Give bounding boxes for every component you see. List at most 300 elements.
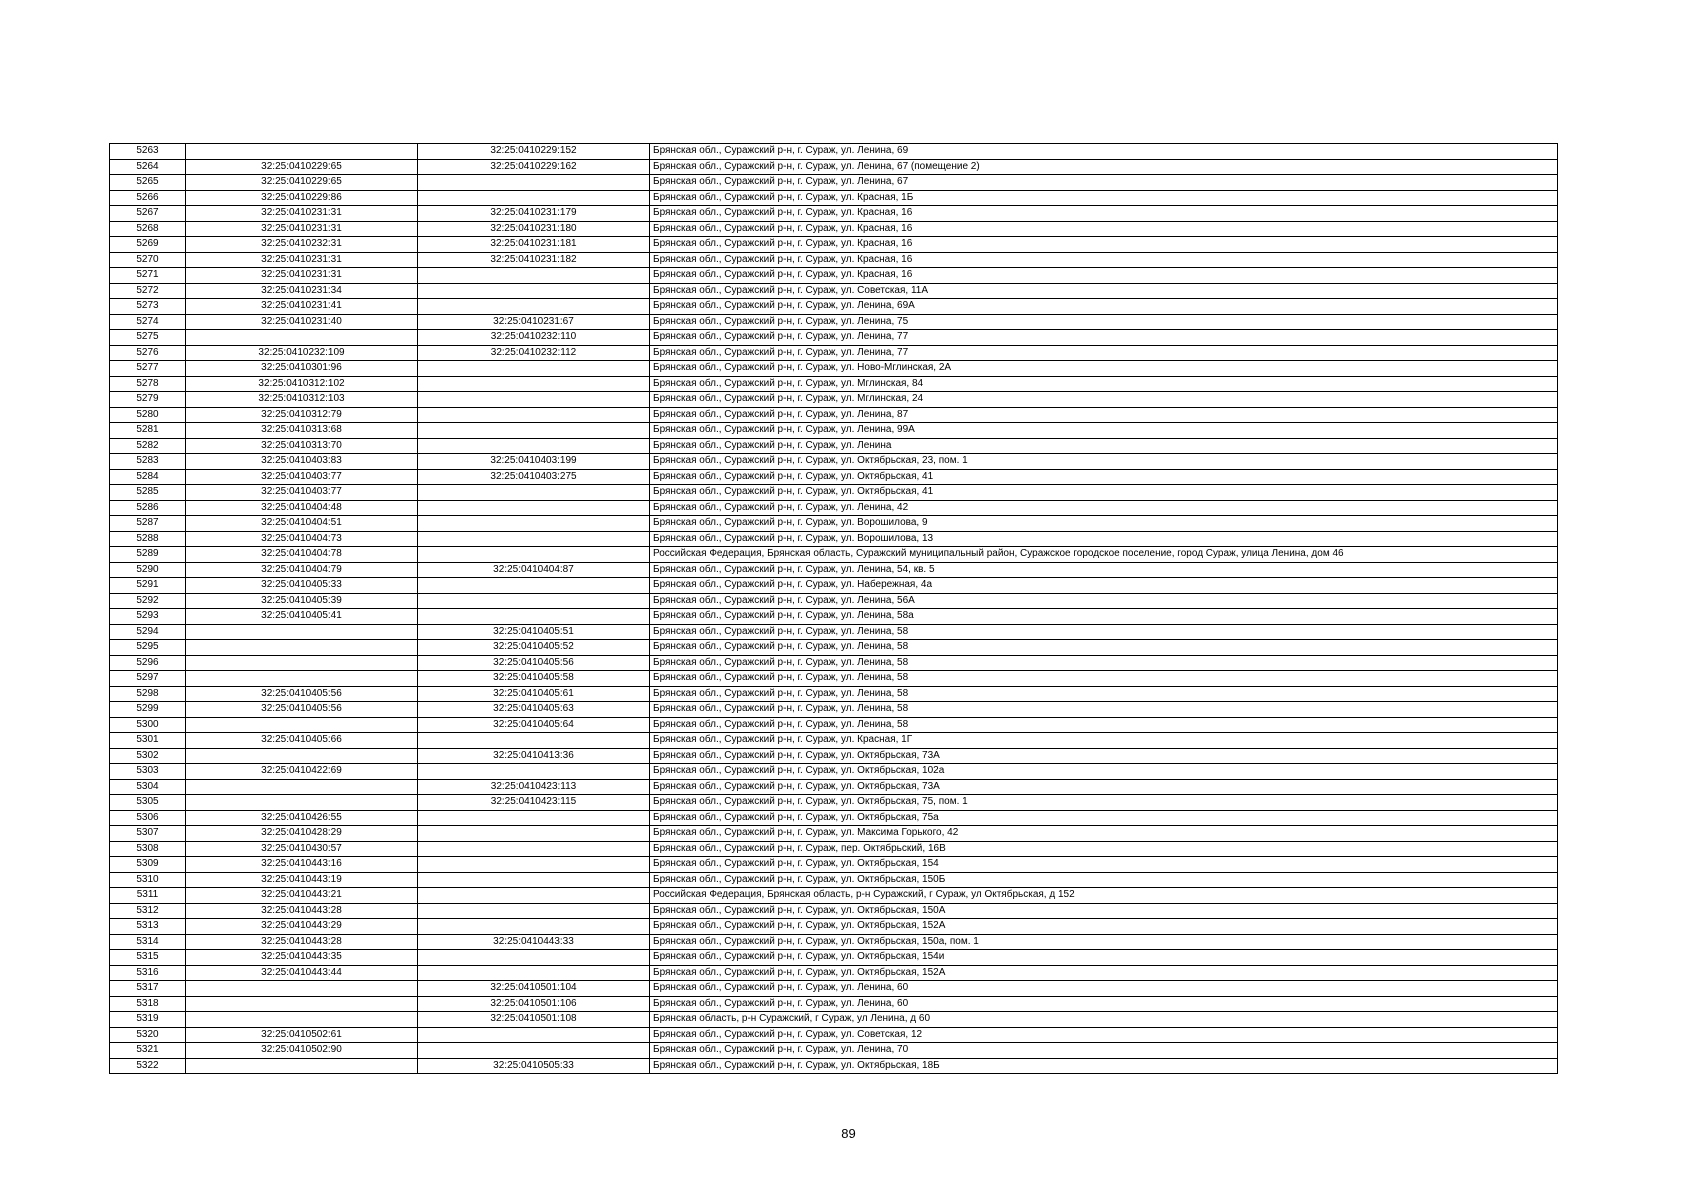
row-number-cell: 5265: [110, 175, 186, 191]
table-row: [110, 361, 1558, 377]
object-number-cell: [418, 950, 650, 966]
row-number-cell: 5317: [110, 981, 186, 997]
object-number-cell: 32:25:0410405:52: [418, 640, 650, 656]
address-cell: Брянская обл., Суражский р-н, г. Сураж, ул. Ново-Мглинская, 2А: [650, 361, 1558, 377]
table-row: [110, 888, 1558, 904]
address-cell: Брянская обл., Суражский р-н, г. Сураж, ул. Октябрьская, 23, пом. 1: [650, 454, 1558, 470]
object-number-cell: 32:25:0410501:104: [418, 981, 650, 997]
row-number-cell: 5269: [110, 237, 186, 253]
parcel-number-cell: 32:25:0410232:31: [186, 237, 418, 253]
table-row: [110, 562, 1558, 578]
table-row: [110, 547, 1558, 563]
parcel-number-cell: [186, 640, 418, 656]
parcel-number-cell: 32:25:0410403:83: [186, 454, 418, 470]
row-number-cell: 5310: [110, 872, 186, 888]
row-number-cell: 5306: [110, 810, 186, 826]
row-number-cell: 5291: [110, 578, 186, 594]
row-number-cell: 5286: [110, 500, 186, 516]
address-cell: Брянская обл., Суражский р-н, г. Сураж, ул. Ворошилова, 13: [650, 531, 1558, 547]
table-row: [110, 903, 1558, 919]
table-row: [110, 686, 1558, 702]
object-number-cell: 32:25:0410231:182: [418, 252, 650, 268]
object-number-cell: 32:25:0410501:108: [418, 1012, 650, 1028]
row-number-cell: 5321: [110, 1043, 186, 1059]
object-number-cell: 32:25:0410231:67: [418, 314, 650, 330]
object-number-cell: [418, 361, 650, 377]
table-row: [110, 764, 1558, 780]
address-cell: Брянская обл., Суражский р-н, г. Сураж, ул. Ленина, 60: [650, 996, 1558, 1012]
parcel-number-cell: 32:25:0410312:103: [186, 392, 418, 408]
table-row: [110, 810, 1558, 826]
table-row: [110, 593, 1558, 609]
object-number-cell: [418, 423, 650, 439]
object-number-cell: 32:25:0410231:181: [418, 237, 650, 253]
table-row: [110, 376, 1558, 392]
parcel-number-cell: 32:25:0410403:77: [186, 469, 418, 485]
parcel-number-cell: [186, 655, 418, 671]
object-number-cell: 32:25:0410505:33: [418, 1058, 650, 1074]
address-cell: Брянская обл., Суражский р-н, г. Сураж, ул. Ленина, 69: [650, 144, 1558, 160]
address-cell: Брянская обл., Суражский р-н, г. Сураж, ул. Ленина, 69А: [650, 299, 1558, 315]
address-cell: Брянская обл., Суражский р-н, г. Сураж, ул. Октябрьская, 150А: [650, 903, 1558, 919]
row-number-cell: 5301: [110, 733, 186, 749]
address-cell: Брянская обл., Суражский р-н, г. Сураж, ул. Ленина, 67 (помещение 2): [650, 159, 1558, 175]
row-number-cell: 5309: [110, 857, 186, 873]
row-number-cell: 5274: [110, 314, 186, 330]
address-cell: Брянская обл., Суражский р-н, г. Сураж, ул. Красная, 16: [650, 268, 1558, 284]
row-number-cell: 5275: [110, 330, 186, 346]
parcel-number-cell: 32:25:0410443:35: [186, 950, 418, 966]
address-cell: Брянская обл., Суражский р-н, г. Сураж, ул. Красная, 16: [650, 206, 1558, 222]
table-row: [110, 423, 1558, 439]
row-number-cell: 5284: [110, 469, 186, 485]
parcel-number-cell: 32:25:0410443:21: [186, 888, 418, 904]
parcel-number-cell: [186, 996, 418, 1012]
row-number-cell: 5320: [110, 1027, 186, 1043]
row-number-cell: 5322: [110, 1058, 186, 1074]
parcel-number-cell: 32:25:0410443:16: [186, 857, 418, 873]
table-row: [110, 159, 1558, 175]
object-number-cell: [418, 268, 650, 284]
row-number-cell: 5279: [110, 392, 186, 408]
table-row: [110, 1027, 1558, 1043]
parcel-number-cell: 32:25:0410229:65: [186, 159, 418, 175]
table-row: [110, 640, 1558, 656]
row-number-cell: 5287: [110, 516, 186, 532]
row-number-cell: 5263: [110, 144, 186, 160]
parcel-number-cell: 32:25:0410405:56: [186, 686, 418, 702]
object-number-cell: [418, 578, 650, 594]
table-row: [110, 330, 1558, 346]
table-row: [110, 516, 1558, 532]
parcel-number-cell: 32:25:0410426:55: [186, 810, 418, 826]
parcel-number-cell: 32:25:0410229:86: [186, 190, 418, 206]
address-cell: Брянская обл., Суражский р-н, г. Сураж, ул. Октябрьская, 75а: [650, 810, 1558, 826]
table-row: [110, 671, 1558, 687]
address-cell: Брянская обл., Суражский р-н, г. Сураж, ул. Октябрьская, 41: [650, 469, 1558, 485]
table-row: [110, 485, 1558, 501]
object-number-cell: [418, 376, 650, 392]
object-number-cell: 32:25:0410405:58: [418, 671, 650, 687]
object-number-cell: 32:25:0410405:61: [418, 686, 650, 702]
row-number-cell: 5316: [110, 965, 186, 981]
parcel-number-cell: 32:25:0410231:31: [186, 221, 418, 237]
parcel-number-cell: 32:25:0410404:78: [186, 547, 418, 563]
object-number-cell: [418, 438, 650, 454]
address-cell: Брянская обл., Суражский р-н, г. Сураж, ул. Октябрьская, 41: [650, 485, 1558, 501]
object-number-cell: [418, 485, 650, 501]
row-number-cell: 5300: [110, 717, 186, 733]
object-number-cell: [418, 810, 650, 826]
row-number-cell: 5283: [110, 454, 186, 470]
row-number-cell: 5305: [110, 795, 186, 811]
address-cell: Брянская обл., Суражский р-н, г. Сураж, ул. Красная, 1Г: [650, 733, 1558, 749]
table-row: [110, 500, 1558, 516]
table-row: [110, 624, 1558, 640]
row-number-cell: 5271: [110, 268, 186, 284]
table-row: [110, 857, 1558, 873]
row-number-cell: 5278: [110, 376, 186, 392]
address-cell: Брянская обл., Суражский р-н, г. Сураж, ул. Красная, 16: [650, 237, 1558, 253]
object-number-cell: 32:25:0410229:152: [418, 144, 650, 160]
object-number-cell: 32:25:0410232:112: [418, 345, 650, 361]
table-row: [110, 345, 1558, 361]
address-cell: Брянская обл., Суражский р-н, г. Сураж, ул. Ленина, 54, кв. 5: [650, 562, 1558, 578]
row-number-cell: 5292: [110, 593, 186, 609]
object-number-cell: 32:25:0410413:36: [418, 748, 650, 764]
parcel-number-cell: 32:25:0410231:31: [186, 268, 418, 284]
address-cell: Брянская обл., Суражский р-н, г. Сураж, ул. Красная, 16: [650, 221, 1558, 237]
object-number-cell: 32:25:0410232:110: [418, 330, 650, 346]
table-row: [110, 299, 1558, 315]
parcel-number-cell: 32:25:0410443:19: [186, 872, 418, 888]
parcel-number-cell: [186, 330, 418, 346]
table-row: [110, 950, 1558, 966]
object-number-cell: [418, 826, 650, 842]
row-number-cell: 5290: [110, 562, 186, 578]
parcel-number-cell: 32:25:0410443:29: [186, 919, 418, 935]
object-number-cell: [418, 888, 650, 904]
address-cell: Брянская обл., Суражский р-н, г. Сураж, ул. Мглинская, 24: [650, 392, 1558, 408]
address-cell: Брянская обл., Суражский р-н, г. Сураж, ул. Ленина, 77: [650, 330, 1558, 346]
object-number-cell: [418, 392, 650, 408]
object-number-cell: [418, 841, 650, 857]
row-number-cell: 5266: [110, 190, 186, 206]
parcel-number-cell: [186, 748, 418, 764]
table-row: [110, 1043, 1558, 1059]
row-number-cell: 5289: [110, 547, 186, 563]
table-row: [110, 237, 1558, 253]
table-row: [110, 454, 1558, 470]
object-number-cell: 32:25:0410443:33: [418, 934, 650, 950]
object-number-cell: 32:25:0410423:113: [418, 779, 650, 795]
row-number-cell: 5288: [110, 531, 186, 547]
parcel-number-cell: 32:25:0410312:79: [186, 407, 418, 423]
table-row: [110, 934, 1558, 950]
table-row: [110, 283, 1558, 299]
object-number-cell: [418, 903, 650, 919]
table-row: [110, 578, 1558, 594]
table-row: [110, 144, 1558, 160]
parcel-number-cell: 32:25:0410405:39: [186, 593, 418, 609]
row-number-cell: 5282: [110, 438, 186, 454]
row-number-cell: 5299: [110, 702, 186, 718]
row-number-cell: 5285: [110, 485, 186, 501]
address-cell: Российская Федерация, Брянская область, р-н Суражский, г Сураж, ул Октябрьская, д 152: [650, 888, 1558, 904]
parcel-number-cell: 32:25:0410430:57: [186, 841, 418, 857]
table-row: [110, 268, 1558, 284]
parcel-number-cell: 32:25:0410231:41: [186, 299, 418, 315]
row-number-cell: 5297: [110, 671, 186, 687]
address-cell: Брянская обл., Суражский р-н, г. Сураж, ул. Мглинская, 84: [650, 376, 1558, 392]
parcel-number-cell: [186, 671, 418, 687]
object-number-cell: [418, 965, 650, 981]
address-cell: Российская Федерация, Брянская область, Суражский муниципальный район, Суражское городское поселение, город Сураж, улица Ленина, дом 46: [650, 547, 1558, 563]
parcel-number-cell: [186, 144, 418, 160]
address-cell: Брянская обл., Суражский р-н, г. Сураж, ул. Набережная, 4а: [650, 578, 1558, 594]
table-row: [110, 981, 1558, 997]
address-cell: Брянская обл., Суражский р-н, г. Сураж, ул. Ленина, 87: [650, 407, 1558, 423]
address-cell: Брянская обл., Суражский р-н, г. Сураж, ул. Ленина, 67: [650, 175, 1558, 191]
object-number-cell: [418, 1027, 650, 1043]
object-number-cell: [418, 733, 650, 749]
object-number-cell: 32:25:0410231:180: [418, 221, 650, 237]
row-number-cell: 5315: [110, 950, 186, 966]
address-cell: Брянская область, р-н Суражский, г Сураж, ул Ленина, д 60: [650, 1012, 1558, 1028]
object-number-cell: [418, 872, 650, 888]
table-row: [110, 438, 1558, 454]
address-cell: Брянская обл., Суражский р-н, г. Сураж, ул. Октябрьская, 75, пом. 1: [650, 795, 1558, 811]
parcel-number-cell: 32:25:0410405:66: [186, 733, 418, 749]
address-cell: Брянская обл., Суражский р-н, г. Сураж, ул. Ленина, 58: [650, 686, 1558, 702]
address-cell: Брянская обл., Суражский р-н, г. Сураж, ул. Ленина, 60: [650, 981, 1558, 997]
row-number-cell: 5270: [110, 252, 186, 268]
parcel-number-cell: 32:25:0410404:73: [186, 531, 418, 547]
object-number-cell: [418, 547, 650, 563]
table-row: [110, 175, 1558, 191]
parcel-number-cell: 32:25:0410443:28: [186, 903, 418, 919]
object-number-cell: [418, 500, 650, 516]
table-row: [110, 748, 1558, 764]
table-row: [110, 795, 1558, 811]
table-row: [110, 190, 1558, 206]
parcel-number-cell: 32:25:0410301:96: [186, 361, 418, 377]
parcel-number-cell: [186, 779, 418, 795]
parcel-number-cell: 32:25:0410404:48: [186, 500, 418, 516]
address-cell: Брянская обл., Суражский р-н, г. Сураж, ул. Октябрьская, 150а, пом. 1: [650, 934, 1558, 950]
row-number-cell: 5298: [110, 686, 186, 702]
address-cell: Брянская обл., Суражский р-н, г. Сураж, ул. Ленина, 58: [650, 671, 1558, 687]
table-row: [110, 919, 1558, 935]
row-number-cell: 5268: [110, 221, 186, 237]
parcel-number-cell: 32:25:0410231:31: [186, 206, 418, 222]
object-number-cell: 32:25:0410231:179: [418, 206, 650, 222]
parcel-number-cell: [186, 1012, 418, 1028]
parcel-number-cell: 32:25:0410313:70: [186, 438, 418, 454]
object-number-cell: [418, 919, 650, 935]
parcel-number-cell: [186, 981, 418, 997]
object-number-cell: [418, 531, 650, 547]
table-row: [110, 702, 1558, 718]
row-number-cell: 5311: [110, 888, 186, 904]
table-row: [110, 609, 1558, 625]
parcel-number-cell: 32:25:0410428:29: [186, 826, 418, 842]
row-number-cell: 5302: [110, 748, 186, 764]
table-row: [110, 841, 1558, 857]
address-cell: Брянская обл., Суражский р-н, г. Сураж, ул. Октябрьская, 152А: [650, 919, 1558, 935]
row-number-cell: 5296: [110, 655, 186, 671]
object-number-cell: [418, 593, 650, 609]
row-number-cell: 5295: [110, 640, 186, 656]
address-cell: Брянская обл., Суражский р-н, г. Сураж, ул. Октябрьская, 154и: [650, 950, 1558, 966]
address-cell: Брянская обл., Суражский р-н, г. Сураж, ул. Ленина, 77: [650, 345, 1558, 361]
parcel-number-cell: 32:25:0410422:69: [186, 764, 418, 780]
parcel-number-cell: 32:25:0410405:56: [186, 702, 418, 718]
object-number-cell: 32:25:0410405:63: [418, 702, 650, 718]
row-number-cell: 5303: [110, 764, 186, 780]
address-cell: Брянская обл., Суражский р-н, г. Сураж, ул. Ленина: [650, 438, 1558, 454]
object-number-cell: 32:25:0410405:64: [418, 717, 650, 733]
object-number-cell: [418, 190, 650, 206]
object-number-cell: 32:25:0410405:56: [418, 655, 650, 671]
parcel-number-cell: 32:25:0410403:77: [186, 485, 418, 501]
row-number-cell: 5307: [110, 826, 186, 842]
address-cell: Брянская обл., Суражский р-н, г. Сураж, пер. Октябрьский, 16В: [650, 841, 1558, 857]
row-number-cell: 5267: [110, 206, 186, 222]
object-number-cell: [418, 299, 650, 315]
address-cell: Брянская обл., Суражский р-н, г. Сураж, ул. Октябрьская, 154: [650, 857, 1558, 873]
row-number-cell: 5319: [110, 1012, 186, 1028]
table-row: [110, 314, 1558, 330]
page-number: 89: [841, 1126, 856, 1141]
address-cell: Брянская обл., Суражский р-н, г. Сураж, ул. Ленина, 56А: [650, 593, 1558, 609]
address-cell: Брянская обл., Суражский р-н, г. Сураж, ул. Ленина, 99А: [650, 423, 1558, 439]
parcel-number-cell: 32:25:0410404:79: [186, 562, 418, 578]
row-number-cell: 5281: [110, 423, 186, 439]
object-number-cell: 32:25:0410404:87: [418, 562, 650, 578]
table-row: [110, 872, 1558, 888]
parcel-number-cell: 32:25:0410312:102: [186, 376, 418, 392]
object-number-cell: 32:25:0410501:106: [418, 996, 650, 1012]
address-cell: Брянская обл., Суражский р-н, г. Сураж, ул. Ленина, 58а: [650, 609, 1558, 625]
object-number-cell: [418, 407, 650, 423]
row-number-cell: 5304: [110, 779, 186, 795]
parcel-number-cell: 32:25:0410502:61: [186, 1027, 418, 1043]
object-number-cell: 32:25:0410423:115: [418, 795, 650, 811]
table-row: [110, 392, 1558, 408]
table-row: [110, 252, 1558, 268]
row-number-cell: 5293: [110, 609, 186, 625]
address-cell: Брянская обл., Суражский р-н, г. Сураж, ул. Красная, 1Б: [650, 190, 1558, 206]
row-number-cell: 5264: [110, 159, 186, 175]
table-row: [110, 717, 1558, 733]
parcel-number-cell: [186, 717, 418, 733]
row-number-cell: 5318: [110, 996, 186, 1012]
table-row: [110, 1058, 1558, 1074]
object-number-cell: [418, 857, 650, 873]
address-cell: Брянская обл., Суражский р-н, г. Сураж, ул. Ленина, 58: [650, 655, 1558, 671]
address-cell: Брянская обл., Суражский р-н, г. Сураж, ул. Максима Горького, 42: [650, 826, 1558, 842]
address-cell: Брянская обл., Суражский р-н, г. Сураж, ул. Советская, 11А: [650, 283, 1558, 299]
address-cell: Брянская обл., Суражский р-н, г. Сураж, ул. Ленина, 58: [650, 624, 1558, 640]
row-number-cell: 5294: [110, 624, 186, 640]
table-row: [110, 206, 1558, 222]
parcel-number-cell: 32:25:0410231:40: [186, 314, 418, 330]
table-row: [110, 733, 1558, 749]
object-number-cell: [418, 175, 650, 191]
row-number-cell: 5273: [110, 299, 186, 315]
row-number-cell: 5312: [110, 903, 186, 919]
row-number-cell: 5313: [110, 919, 186, 935]
address-cell: Брянская обл., Суражский р-н, г. Сураж, ул. Ленина, 58: [650, 702, 1558, 718]
table-row: [110, 1012, 1558, 1028]
parcel-number-cell: 32:25:0410405:33: [186, 578, 418, 594]
object-number-cell: 32:25:0410405:51: [418, 624, 650, 640]
cadastral-table-body: [110, 144, 1558, 1074]
parcel-number-cell: 32:25:0410404:51: [186, 516, 418, 532]
object-number-cell: 32:25:0410403:199: [418, 454, 650, 470]
row-number-cell: 5277: [110, 361, 186, 377]
object-number-cell: [418, 609, 650, 625]
parcel-number-cell: [186, 1058, 418, 1074]
table-row: [110, 996, 1558, 1012]
address-cell: Брянская обл., Суражский р-н, г. Сураж, ул. Октябрьская, 102а: [650, 764, 1558, 780]
object-number-cell: [418, 764, 650, 780]
parcel-number-cell: 32:25:0410231:34: [186, 283, 418, 299]
address-cell: Брянская обл., Суражский р-н, г. Сураж, ул. Ленина, 58: [650, 717, 1558, 733]
row-number-cell: 5276: [110, 345, 186, 361]
parcel-number-cell: 32:25:0410443:28: [186, 934, 418, 950]
table-row: [110, 655, 1558, 671]
address-cell: Брянская обл., Суражский р-н, г. Сураж, ул. Ленина, 75: [650, 314, 1558, 330]
table-row: [110, 965, 1558, 981]
row-number-cell: 5272: [110, 283, 186, 299]
parcel-number-cell: 32:25:0410229:65: [186, 175, 418, 191]
object-number-cell: [418, 283, 650, 299]
row-number-cell: 5314: [110, 934, 186, 950]
cadastral-table: [109, 143, 1558, 1074]
address-cell: Брянская обл., Суражский р-н, г. Сураж, ул. Ворошилова, 9: [650, 516, 1558, 532]
table-row: [110, 407, 1558, 423]
table-row: [110, 826, 1558, 842]
parcel-number-cell: 32:25:0410443:44: [186, 965, 418, 981]
address-cell: Брянская обл., Суражский р-н, г. Сураж, ул. Ленина, 58: [650, 640, 1558, 656]
parcel-number-cell: [186, 795, 418, 811]
address-cell: Брянская обл., Суражский р-н, г. Сураж, ул. Октябрьская, 73А: [650, 779, 1558, 795]
address-cell: Брянская обл., Суражский р-н, г. Сураж, ул. Советская, 12: [650, 1027, 1558, 1043]
parcel-number-cell: 32:25:0410405:41: [186, 609, 418, 625]
parcel-number-cell: 32:25:0410232:109: [186, 345, 418, 361]
table-row: [110, 531, 1558, 547]
address-cell: Брянская обл., Суражский р-н, г. Сураж, ул. Октябрьская, 152А: [650, 965, 1558, 981]
address-cell: Брянская обл., Суражский р-н, г. Сураж, ул. Октябрьская, 73А: [650, 748, 1558, 764]
table-row: [110, 469, 1558, 485]
object-number-cell: 32:25:0410229:162: [418, 159, 650, 175]
row-number-cell: 5308: [110, 841, 186, 857]
parcel-number-cell: [186, 624, 418, 640]
parcel-number-cell: 32:25:0410231:31: [186, 252, 418, 268]
parcel-number-cell: 32:25:0410502:90: [186, 1043, 418, 1059]
address-cell: Брянская обл., Суражский р-н, г. Сураж, ул. Октябрьская, 18Б: [650, 1058, 1558, 1074]
object-number-cell: 32:25:0410403:275: [418, 469, 650, 485]
table-row: [110, 221, 1558, 237]
address-cell: Брянская обл., Суражский р-н, г. Сураж, ул. Ленина, 42: [650, 500, 1558, 516]
address-cell: Брянская обл., Суражский р-н, г. Сураж, ул. Октябрьская, 150Б: [650, 872, 1558, 888]
object-number-cell: [418, 1043, 650, 1059]
address-cell: Брянская обл., Суражский р-н, г. Сураж, ул. Ленина, 70: [650, 1043, 1558, 1059]
address-cell: Брянская обл., Суражский р-н, г. Сураж, ул. Красная, 16: [650, 252, 1558, 268]
row-number-cell: 5280: [110, 407, 186, 423]
